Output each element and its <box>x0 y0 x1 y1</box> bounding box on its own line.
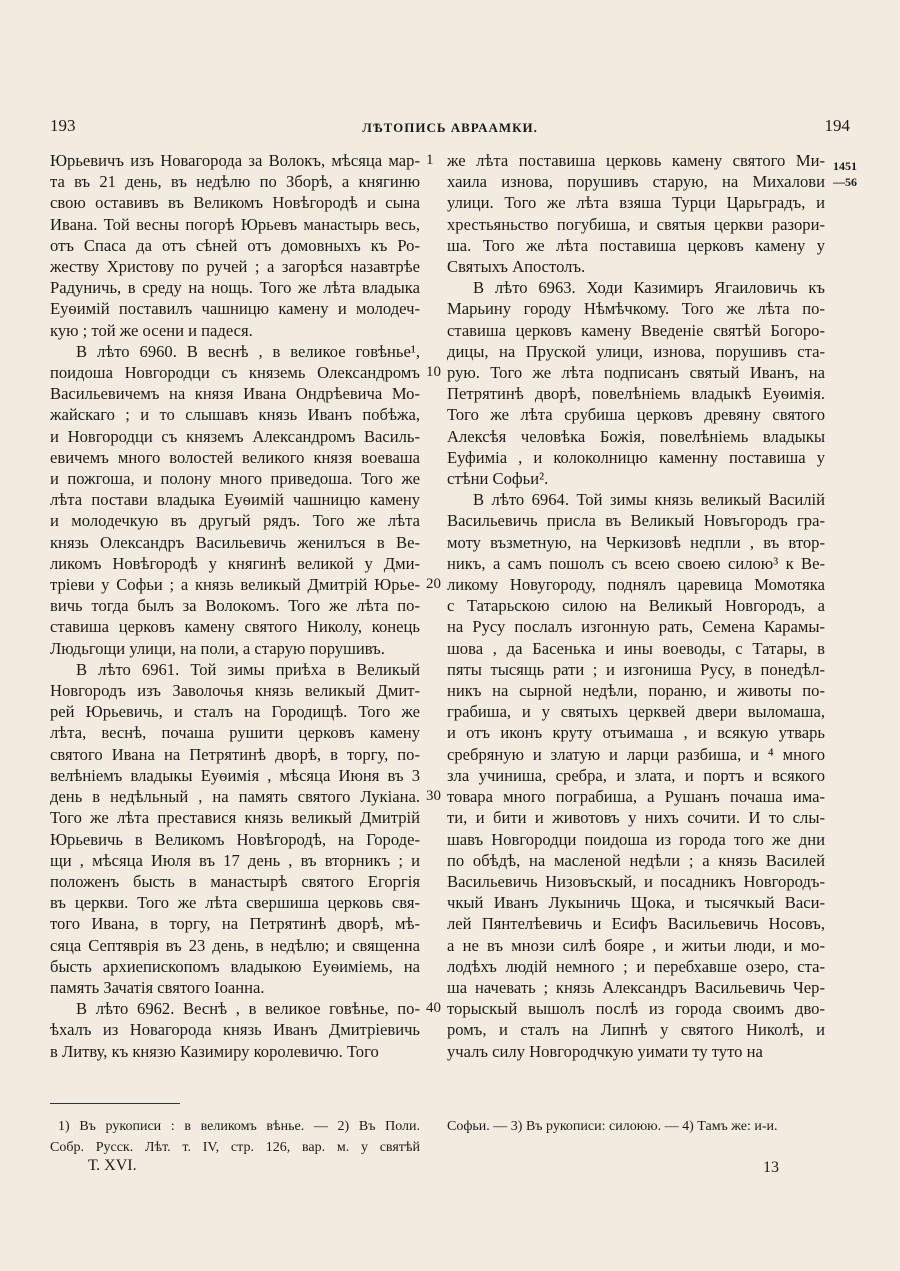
text-line: и молодечкую въ другый рядъ. Того же лѣта <box>50 511 420 531</box>
text-line: с Татарьскою силою на Великый Новгородъ, а <box>447 596 825 616</box>
text-line: никъ, а самъ пошолъ съ всею своею силою³ к Ве- <box>447 553 825 573</box>
text-line: день в недѣльный , на память святого Лукіана. <box>50 787 420 807</box>
text-line: в Литву, къ князю Казимиру королевичю. Того <box>50 1041 379 1061</box>
text-line: же лѣта поставиша церковь камену святого Ми- <box>447 151 825 170</box>
text-line: сяца Септяврія въ 23 день, в недѣлю; и священна <box>50 935 420 955</box>
text-line: память Зачатія святого Іоанна. <box>50 977 265 997</box>
text-line: Алексѣя человѣка Божія, повелѣніемь владыкы <box>447 426 825 446</box>
line-number: 40 <box>426 1000 441 1016</box>
running-title: ЛѢТОПИСЬ АВРААМКИ. <box>362 120 538 135</box>
text-line: Святыхъ Апостолъ. <box>447 257 586 277</box>
text-line: вичь тогда былъ за Волокомъ. Того же лѣта по- <box>50 596 420 616</box>
line-number: 1 <box>426 152 434 168</box>
text-line: по обѣдѣ, на масленой недѣли ; а князь Василей <box>447 850 825 870</box>
text-line: хаила изнова, порушивъ старую, на Михалови <box>447 172 825 192</box>
text-line: та въ 21 день, въ недѣлю по Зборѣ, а княгиню <box>50 172 420 192</box>
text-line: поидоша Новгородци съ княземь Олександромъ <box>50 363 420 383</box>
line-number: 10 <box>426 364 441 380</box>
text-line: Еуѳимій поставилъ чашницю камену и молодеч- <box>50 299 420 319</box>
text-line: лодѣхъ людій немного ; и перебхавше озеро, ста- <box>447 956 825 976</box>
text-line: жайскаго ; и то слышавъ князь Иванъ побѣжа, <box>50 405 420 425</box>
text-line: ѣхалъ из Новагорода князь Иванъ Дмитріевичь <box>50 1020 420 1040</box>
text-line: Того же лѣта срубиша церковъ древяну святого <box>447 405 825 425</box>
text-line: шова , да Басенька и ины воеводы, с Татары, в <box>447 638 825 658</box>
footnote-right-line-1: Софьи. — 3) Въ рукописи: силоюю. — 4) Тамъ же: и-и. <box>447 1119 778 1134</box>
text-line: В лѣто 6964. Той зимы князь великый Василій <box>473 490 825 510</box>
text-line: и пожгоша, и полону много приведоша. Того же <box>50 469 420 489</box>
text-line: Петрятинѣ дворѣ, повелѣніемь владыкѣ Еуѳимія. <box>447 384 825 404</box>
text-line: В лѣто 6963. Ходи Казимиръ Ягаиловичь къ <box>473 278 825 298</box>
text-line: шавъ Новгородци поидоша из города того же дни <box>447 829 825 849</box>
text-line: бысть архиепископомъ владыкою Еуѳиміемь, на <box>50 956 420 976</box>
text-line: Васильевичь присла въ Великый Новъгородъ гра- <box>447 511 825 531</box>
text-line: того Ивана, в торгу, на Петрятинѣ дворѣ, мѣ- <box>50 914 420 934</box>
text-line: лѣта постави владыка Еуѳимій чашницю камену <box>50 490 420 510</box>
line-number: 20 <box>426 576 441 592</box>
text-line: ликому Новугороду, поднялъ царевица Момотяка <box>447 575 825 595</box>
text-line: святого Ивана на Петрятинѣ дворѣ, в торгу, по- <box>50 744 420 764</box>
text-line: ставиша церковъ камену Введеніе святѣй Богоро- <box>447 320 825 340</box>
margin-year-range-start: 1451 <box>833 159 857 173</box>
text-line: ша начевать ; князь Александръ Васильевичь Чер- <box>447 977 825 997</box>
text-line: моту възметную, на Черкизовѣ недпли , въ втор- <box>447 532 825 552</box>
text-line: зла учиниша, сребра, и злата, и портъ и всякого <box>447 765 825 785</box>
text-line: сребряную и златую и ларци разбиша, и ⁴ много <box>447 744 825 764</box>
text-line: князь Олександръ Васильевичь женилъся в Ве- <box>50 532 420 552</box>
text-line: свою оставивъ въ Великомъ Новѣгородѣ и сына <box>50 193 420 213</box>
text-line: щи , мѣсяца Июля въ 17 день , въ вторникъ ; и <box>50 850 420 870</box>
sheet-signature: 13 <box>763 1159 779 1176</box>
text-line: никъ на сырной недѣли, пораню, и животы по- <box>447 681 825 701</box>
page-number-right: 194 <box>824 116 850 135</box>
text-line: Того же лѣта преставися князь великый Дмитрій <box>50 808 420 828</box>
footnote-rule <box>50 1103 180 1104</box>
text-line: Еуфиміа , и колоколницю каменну поставиша у <box>447 447 825 467</box>
text-line: лей Пянтелѣевичь и Есифъ Васильевичь Носовъ, <box>447 914 825 934</box>
text-line: лѣта, веснѣ, почаша рушити церковъ камену <box>50 723 420 743</box>
footnote-left-line-1: 1) Въ рукописи : в великомъ вѣнье. — 2) Въ Поли. <box>58 1119 420 1134</box>
line-number: 30 <box>426 788 441 804</box>
text-line: тріеви у Софьи ; а князь великый Дмитрій Юрье- <box>50 575 420 595</box>
text-line: пяты тысящь рати ; и изгониша Русу, в понедѣл- <box>447 659 825 679</box>
text-line: отъ Спаса да отъ сѣней отъ домовныхъ къ Ро- <box>50 235 420 255</box>
text-line: ликомъ Новѣгородѣ у княгинѣ великой у Дми- <box>50 553 420 573</box>
text-line: и отъ иконъ круту отъимаша , и всякую утварь <box>447 723 825 743</box>
text-line: хрестьяньство погубиша, и святыя церкви разори- <box>447 214 825 234</box>
text-line: В лѣто 6961. Той зимы приѣха в Великый <box>76 659 420 679</box>
text-line: въ церкви. Того же лѣта свершиша церковь свя- <box>50 893 420 913</box>
text-line: Радуничь, в среду на нощь. Того же лѣта владыка <box>50 278 420 298</box>
text-line: и Новгородци съ княземъ Александромъ Василь- <box>50 426 420 446</box>
text-line: Юрьевичъ изъ Новагорода за Волокъ, мѣсяца мар- <box>50 151 420 170</box>
text-line: чкый Иванъ Лукыничь Щока, и тысячкый Васи- <box>447 893 825 913</box>
left-text-column <box>50 150 420 1062</box>
footnote-left-line-2: Собр. Русск. Лѣт. т. IV, стр. 126, вар. м. у святѣй <box>50 1140 420 1155</box>
text-line: ставиша церковъ камену святого Николу, конець <box>50 617 420 637</box>
text-line: грабиша, и у святыхъ церквей двери выломаша, <box>447 702 825 722</box>
text-line: Ивана. Той весны погорѣ Юрьевъ манастырь весь, <box>50 214 420 234</box>
text-line: жеству Христову по ручей ; а загорѣся назавтрѣе <box>50 257 420 277</box>
text-line: а не въ мнози силѣ бояре , и житьи люди, и мо- <box>447 935 825 955</box>
text-line: товара много пограбиша, а Рушанъ почаша има- <box>447 787 825 807</box>
volume-signature: Т. XVI. <box>88 1157 137 1174</box>
text-line: Новгородъ изъ Заволочья князь великый Дмит- <box>50 681 420 701</box>
text-line: рую. Того же лѣта подписанъ святый Иванъ, на <box>447 363 825 383</box>
text-line: дицы, на Пруской улици, изнова, порушивъ ста- <box>447 341 825 361</box>
text-line: Васильевичемъ на князя Ивана Ондрѣевича Мо- <box>50 384 420 404</box>
text-line: рей Юрьевичь, и сталъ на Городищѣ. Того же <box>50 702 420 722</box>
text-line: ша. Того же лѣта поставиша церковъ камену у <box>447 235 825 255</box>
text-line: положенъ бысть в манастырѣ святого Егоргія <box>50 871 420 891</box>
text-line: В лѣто 6960. В веснѣ , в великое говѣнье¹, <box>76 341 420 361</box>
text-line: улици. Того же лѣта взяша Турци Царьградъ, и <box>447 193 825 213</box>
text-line: торыскый вышолъ послѣ из города своимъ дво- <box>447 999 825 1019</box>
text-line: В лѣто 6962. Веснѣ , в великое говѣнье, по- <box>76 999 420 1019</box>
text-line: Людьгощи улици, на поли, а старую порушивъ. <box>50 638 385 658</box>
text-line: Юрьевичь в Великомъ Новѣгородѣ, на Городе- <box>50 829 420 849</box>
margin-year-range-end: —56 <box>833 175 857 189</box>
text-line: ти, и бити и животовъ у нихъ сочити. И то слы- <box>447 808 825 828</box>
text-line: велѣніемъ владыкы Еуѳимія , мѣсяца Июня въ 3 <box>50 765 420 785</box>
text-line: стѣни Софьи². <box>447 469 549 489</box>
text-line: учалъ силу Новгородчкую уимати ту туто на <box>447 1041 763 1061</box>
text-line: кую ; той же осени и падеся. <box>50 320 253 340</box>
text-line: Марьину городу Нѣмѣчкому. Того же лѣта по- <box>447 299 825 319</box>
page-number-left: 193 <box>50 116 76 135</box>
text-line: Васильевичь Низовъскый, и посадникъ Новгородъ- <box>447 871 825 891</box>
text-line: на Русу послалъ изгонную рать, Семена Карамы- <box>447 617 825 637</box>
text-line: ромъ, и сталъ на Липнѣ у святого Николѣ, и <box>447 1020 825 1040</box>
text-line: евичемъ много волостей великого князя воеваша <box>50 447 420 467</box>
right-text-column <box>447 150 825 1062</box>
